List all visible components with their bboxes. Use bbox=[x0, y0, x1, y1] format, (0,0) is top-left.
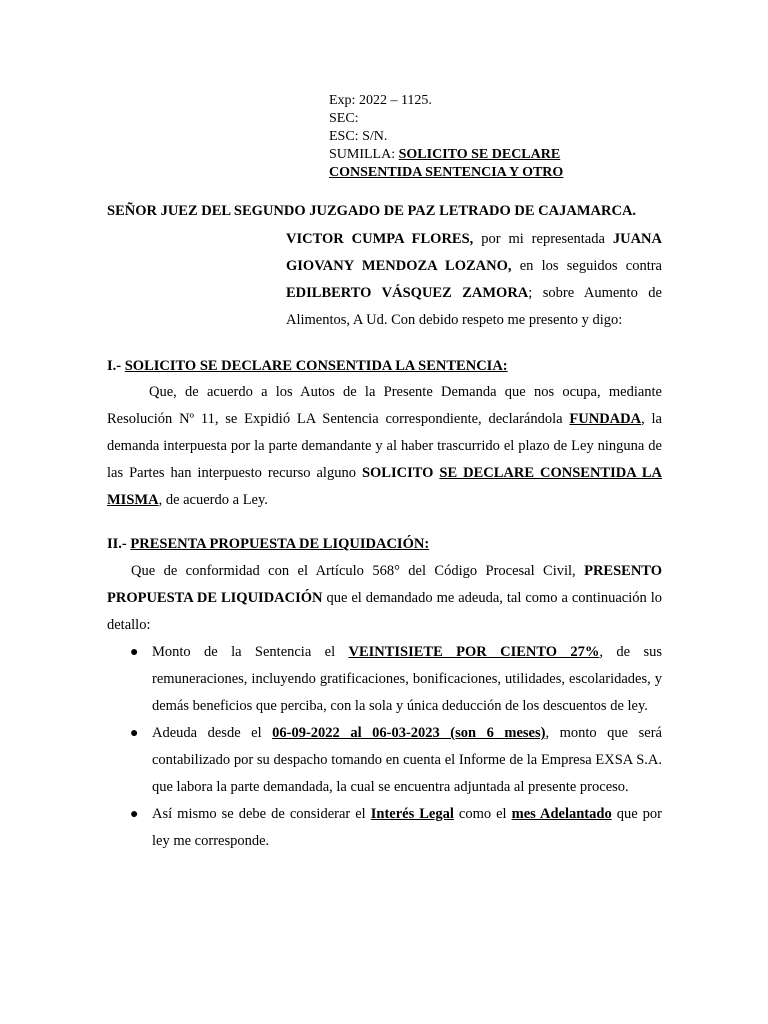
sumilla-label: SUMILLA: bbox=[329, 147, 399, 162]
fundada-text: FUNDADA bbox=[569, 411, 642, 427]
intro-text-3: ; sobre Aumento de Alimentos, A Ud. Con debido respeto me presento y digo: bbox=[286, 285, 662, 328]
section-1-paragraph bbox=[107, 379, 662, 514]
section-1-text-3: , de acuerdo a Ley. bbox=[158, 492, 268, 508]
item-emphasis: VEINTISIETE POR CIENTO 27% bbox=[348, 644, 600, 660]
solicito-text: SOLICITO bbox=[361, 465, 434, 481]
section-2-title: PRESENTA PROPUESTA DE LIQUIDACIÓN: bbox=[130, 536, 430, 552]
sumilla-line-1 bbox=[329, 146, 563, 164]
intro-paragraph bbox=[286, 226, 662, 334]
item-text: que por ley me corresponde. bbox=[152, 806, 663, 849]
liquidation-list bbox=[107, 639, 662, 855]
item-text: Adeuda desde el bbox=[152, 725, 273, 741]
item-text: , monto que será contabilizado por su despacho tomando en cuenta el Informe de la Empresa EXSA S.A. que labora la parte demandada, la cual se encuentra adjuntada al presente proceso. bbox=[152, 725, 662, 795]
item-emphasis: Interés Legal bbox=[370, 806, 454, 822]
list-item bbox=[107, 801, 662, 855]
section-2-paragraph bbox=[107, 558, 662, 639]
case-number: Exp: 2022 – 1125. bbox=[329, 93, 432, 108]
section-1-number: I.- bbox=[107, 358, 125, 374]
presento-text: PRESENTO PROPUESTA DE LIQUIDACIÓN bbox=[107, 563, 662, 606]
section-2-heading bbox=[107, 536, 429, 553]
item-text: , de sus remuneraciones, incluyendo gratificaciones, bonificaciones, utilidades, escolaridades, y demás beneficios que perciba, con la sola y única deducción de los descuentos de ley. bbox=[152, 644, 662, 714]
section-1-text-2: , la demanda interpuesta por la parte demandante y al haber trascurrido el plazo de Ley ninguna de las Partes han interpuesto recurso alguno bbox=[107, 411, 662, 481]
intro-text-2: en los seguidos contra bbox=[511, 258, 662, 274]
addressee: SEÑOR JUEZ DEL SEGUNDO JUZGADO DE PAZ LETRADO DE CAJAMARCA. bbox=[107, 203, 637, 219]
item-text: como el bbox=[453, 806, 512, 822]
item-text: Monto de la Sentencia el bbox=[152, 644, 349, 660]
sumilla-text-1: SOLICITO SE DECLARE bbox=[398, 147, 561, 162]
bullet-icon: ● bbox=[130, 807, 139, 822]
list-item bbox=[107, 639, 662, 720]
case-header bbox=[329, 92, 563, 182]
petitioner-name: VICTOR CUMPA FLORES, bbox=[286, 231, 474, 247]
section-1-title: SOLICITO SE DECLARE CONSENTIDA LA SENTENCIA: bbox=[124, 358, 508, 374]
sumilla-text-2: CONSENTIDA SENTENCIA Y OTRO bbox=[329, 165, 564, 180]
defendant-name: EDILBERTO VÁSQUEZ ZAMORA bbox=[286, 285, 529, 301]
intro-text-1: por mi representada bbox=[473, 231, 613, 247]
consentida-text: SE DECLARE CONSENTIDA LA MISMA bbox=[107, 465, 662, 508]
section-1-heading bbox=[107, 358, 508, 375]
item-emphasis: mes Adelantado bbox=[511, 806, 612, 822]
item-text: Así mismo se debe de considerar el bbox=[152, 806, 371, 822]
section-2-text-1: Que de conformidad con el Artículo 568° del Código Procesal Civil, bbox=[131, 563, 585, 579]
list-item bbox=[107, 720, 662, 801]
section-2-text-2: que el demandado me adeuda, tal como a continuación lo detallo: bbox=[107, 590, 662, 633]
item-emphasis: 06-09-2022 al 06-03-2023 (son 6 meses) bbox=[272, 725, 546, 741]
secretary-line: SEC: bbox=[329, 111, 359, 126]
section-1-text-1: Que, de acuerdo a los Autos de la Presente Demanda que nos ocupa, mediante Resolución Nº 11, se Expidió LA Sentencia correspondiente, declarándola bbox=[107, 384, 662, 427]
section-2-number: II.- bbox=[107, 536, 131, 552]
bullet-icon: ● bbox=[130, 726, 139, 741]
document-number: ESC: S/N. bbox=[329, 129, 388, 144]
represented-name: JUANA GIOVANY MENDOZA LOZANO, bbox=[286, 231, 662, 274]
bullet-icon: ● bbox=[130, 645, 139, 660]
